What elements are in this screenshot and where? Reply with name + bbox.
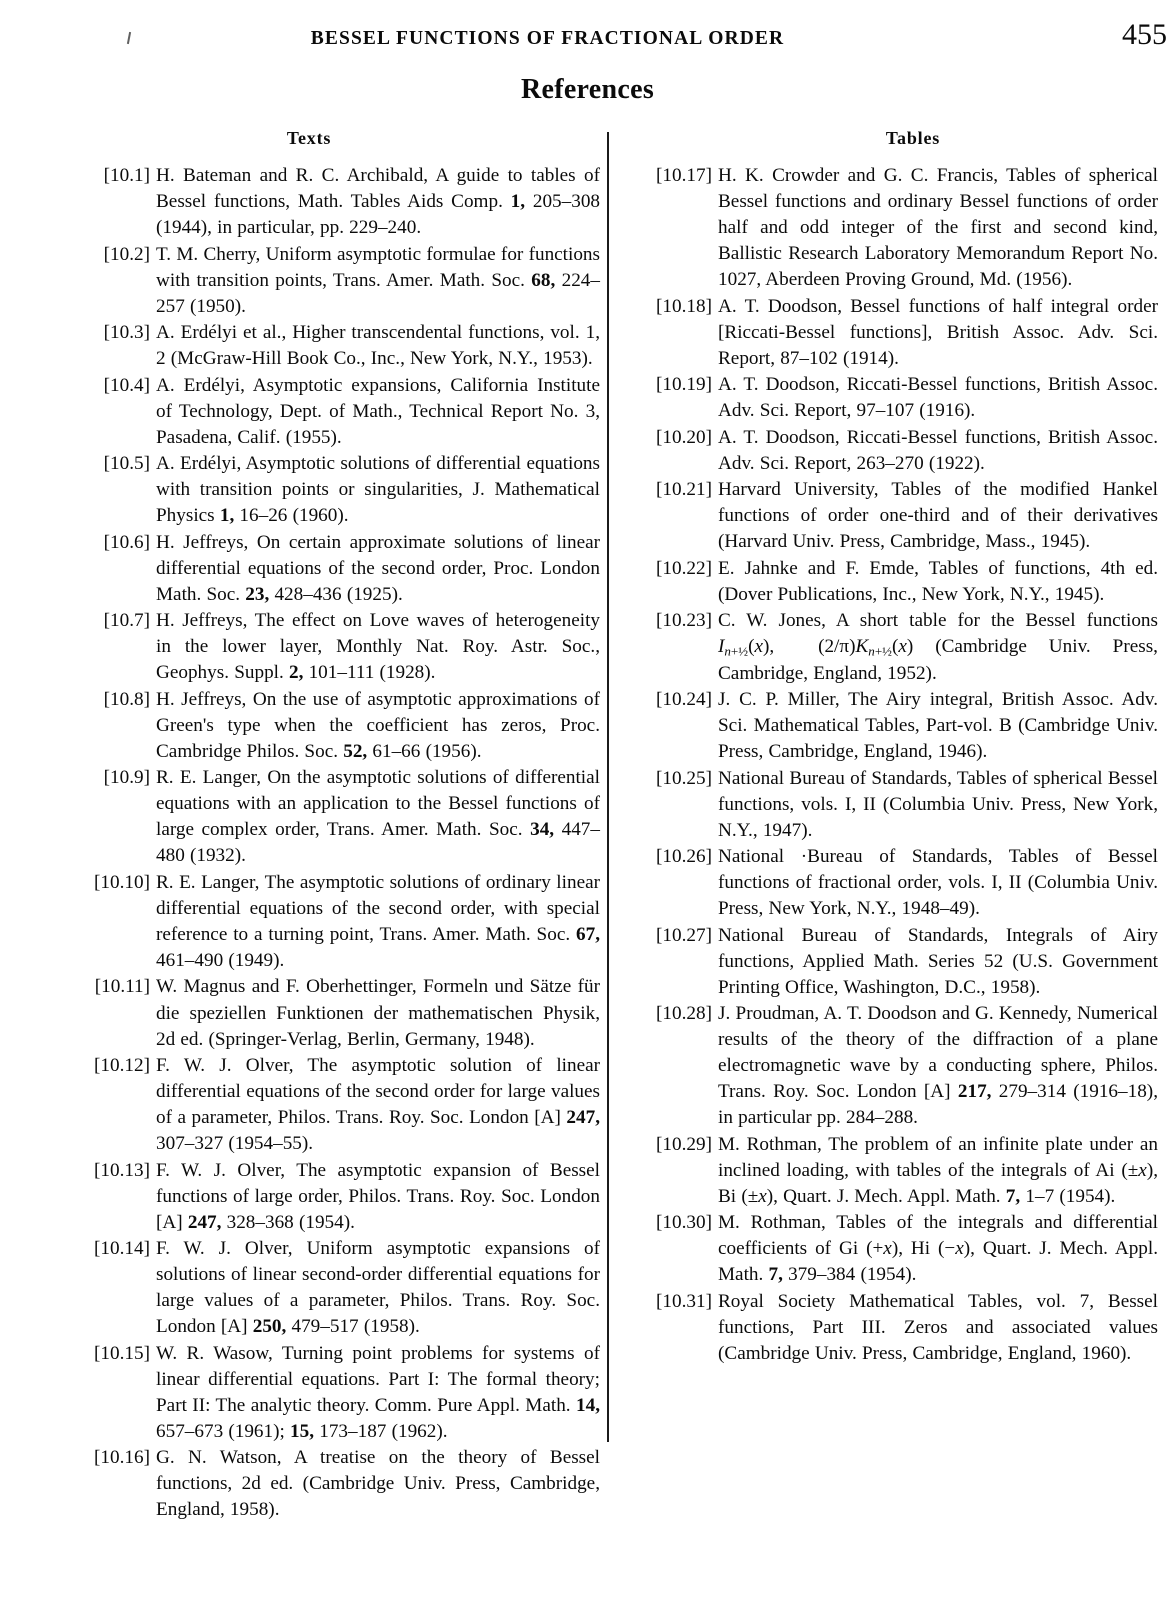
reference-text: H. K. Crowder and G. C. Francis, Tables of spherical Bessel functions and ordinary Bessel functions of order half and odd integer of the first and second kind, Ballistic Research Laboratory Memorandum Report No. 1027, Aberdeen Proving Ground, Md. (1956). [718,165,1158,291]
reference-number: [10.22] [656,557,712,579]
reference-text: W. R. Wasow, Turning point problems for systems of linear differential equations. Part I: The formal theory; Part II: The analytic theory. Comm. Pure Appl. Math. 14, 657–673 (1961); 15, 173–187 (1962). [156,1342,600,1442]
reference-columns [0,128,1175,1521]
reference-text: A. T. Doodson, Riccati-Bessel functions, British Assoc. Adv. Sci. Report, 263–270 (1922). [718,426,1158,474]
reference-entry [628,425,1158,477]
reference-number: [10.5] [103,453,150,475]
reference-entry [628,1210,1158,1288]
reference-entry [78,687,600,765]
reference-text: A. Erdélyi, Asymptotic expansions, California Institute of Technology, Dept. of Math., Technical Report No. 3, Pasadena, Calif. (1955). [156,374,600,448]
reference-text: R. E. Langer, The asymptotic solutions of ordinary linear differential equations of the second order, with special reference to a turning point, Trans. Amer. Math. Soc. 67, 461–490 (1949). [156,871,600,971]
reference-entry [78,530,600,608]
reference-number: [10.30] [656,1212,712,1234]
reference-entry [628,608,1158,686]
reference-text: M. Rothman, The problem of an infinite plate under an inclined loading, with tables of the integrals of Ai (±x), Bi (±x), Quart. J. Mech. Appl. Math. 7, 1–7 (1954). [718,1133,1158,1207]
reference-number: [10.10] [94,871,150,893]
reference-number: [10.26] [656,846,712,868]
reference-text: National Bureau of Standards, Integrals of Airy functions, Applied Math. Series 52 (U.S. Government Printing Office, Washington, D.C., 1958). [718,924,1158,998]
reference-number: [10.9] [103,767,150,789]
reference-text: Harvard University, Tables of the modified Hankel functions of order one-third and of their derivatives (Harvard Univ. Press, Cambridge, Mass., 1945). [718,479,1158,553]
reference-number: [10.18] [656,295,712,317]
tables-column-heading: Tables [885,128,941,148]
reference-number: [10.23] [656,610,712,632]
reference-number: [10.28] [656,1003,712,1025]
reference-entry [628,477,1158,555]
reference-number: [10.4] [103,374,150,396]
reference-number: [10.25] [656,767,712,789]
tables-reference-list [628,163,1158,1367]
reference-number: [10.20] [656,426,712,448]
reference-entry [628,844,1158,922]
column-divider-rule [607,132,609,1442]
reference-entry [78,163,600,241]
reference-entry [78,765,600,869]
reference-entry [78,320,600,372]
reference-text: A. Erdélyi et al., Higher transcendental functions, vol. 1, 2 (McGraw-Hill Book Co., Inc., New York, N.Y., 1953). [156,322,600,370]
reference-text: F. W. J. Olver, Uniform asymptotic expansions of solutions of linear second-order differential equations for large values of a parameter, Philos. Trans. Roy. Soc. London [A] 250, 479–517 (1958). [156,1238,600,1338]
reference-entry [628,294,1158,372]
reference-entry [628,372,1158,424]
reference-number: [10.17] [656,165,712,186]
running-title: BESSEL FUNCTIONS OF FRACTIONAL ORDER [310,28,785,49]
reference-entry [78,1341,600,1445]
reference-text: F. W. J. Olver, The asymptotic solution of linear differential equations of the second order for large values of a parameter, Philos. Trans. Roy. Soc. London [A] 247, 307–327 (1954–55). [156,1055,600,1155]
reference-text: H. Jeffreys, On certain approximate solutions of linear differential equations of the second order, Proc. London Math. Soc. 23, 428–436 (1925). [156,531,600,605]
reference-entry [78,1445,600,1523]
reference-number: [10.31] [656,1290,712,1312]
reference-number: [10.13] [94,1159,150,1181]
texts-column [78,128,600,1524]
page-title: References [520,74,655,105]
reference-number: [10.21] [656,479,712,501]
reference-text: W. Magnus and F. Oberhettinger, Formeln und Sätze für die speziellen Funktionen der mathematischen Physik, 2d ed. (Springer-Verlag, Berlin, Germany, 1948). [156,976,600,1050]
reference-entry [78,1053,600,1157]
reference-number: [10.12] [94,1055,150,1077]
reference-entry [78,608,600,686]
reference-number: [10.7] [103,610,150,632]
reference-entry [628,556,1158,608]
reference-text: H. Bateman and R. C. Archibald, A guide to tables of Bessel functions, Math. Tables Aids Comp. 1, 205–308 (1944), in particular, pp. 229–240. [156,165,601,239]
reference-number: [10.14] [94,1238,150,1260]
reference-number: [10.11] [94,976,150,998]
reference-text: National ·Bureau of Standards, Tables of Bessel functions of fractional order, vols. I, II (Columbia Univ. Press, New York, N.Y., 1948–49). [718,846,1158,920]
reference-entry [628,1001,1158,1131]
reference-entry [78,1158,600,1236]
texts-reference-list [78,163,600,1523]
reference-number: [10.19] [656,374,712,396]
reference-number: [10.2] [103,243,150,265]
reference-text: National Bureau of Standards, Tables of spherical Bessel functions, vols. I, II (Columbia Univ. Press, New York, N.Y., 1947). [718,767,1158,841]
reference-text: M. Rothman, Tables of the integrals and differential coefficients of Gi (+x), Hi (−x), Quart. J. Mech. Appl. Math. 7, 379–384 (1954). [718,1212,1159,1286]
reference-text: Royal Society Mathematical Tables, vol. 7, Bessel functions, Part III. Zeros and associated values (Cambridge Univ. Press, Cambridge, England, 1960). [718,1290,1158,1365]
reference-text: G. N. Watson, A treatise on the theory of Bessel functions, 2d ed. (Cambridge Univ. Press, Cambridge, England, 1958). [156,1447,600,1521]
reference-text: J. Proudman, A. T. Doodson and G. Kennedy, Numerical results of the theory of the diffraction of a plane electromagnetic wave by a conducting sphere, Philos. Trans. Roy. Soc. London [A] 217, 279–314 (1916–18), in particular pp. 284–288. [718,1003,1158,1129]
reference-text: C. W. Jones, A short table for the Bessel functions $I_{n+\frac{1}{2}}(x)$, $(2/\pi)K_{n+\frac{1}{2}}(x)$ (Cambridge Univ. Press, Cambridge, England, 1952). [718,610,1158,684]
reference-number: [10.8] [103,688,150,710]
reference-entry [78,870,600,974]
reference-entry [78,242,600,320]
reference-entry [628,1132,1158,1210]
reference-entry [628,923,1158,1001]
reference-entry [78,451,600,529]
reference-text: R. E. Langer, On the asymptotic solutions of differential equations with an application to the Bessel functions of large complex order, Trans. Amer. Math. Soc. 34, 447–480 (1932). [156,767,600,867]
page-number: 455 [1122,18,1167,51]
reference-entry [628,163,1158,293]
reference-text: J. C. P. Miller, The Airy integral, British Assoc. Adv. Sci. Mathematical Tables, Part-vol. B (Cambridge Univ. Press, Cambridge, England, 1946). [718,689,1158,763]
reference-number: [10.16] [94,1447,150,1469]
reference-text: A. Erdélyi, Asymptotic solutions of differential equations with transition points or singularities, J. Mathematical Physics 1, 16–26 (1960). [156,453,600,527]
reference-number: [10.1] [103,165,150,186]
reference-number: [10.27] [656,924,712,946]
reference-text: H. Jeffreys, On the use of asymptotic approximations of Green's type when the coefficient has zeros, Proc. Cambridge Philos. Soc. 52, 61–66 (1956). [156,688,600,762]
reference-entry [78,1236,600,1340]
tables-column [628,128,1158,1368]
reference-entry [628,687,1158,765]
reference-text: A. T. Doodson, Riccati-Bessel functions, British Assoc. Adv. Sci. Report, 97–107 (1916). [718,374,1158,422]
reference-text: F. W. J. Olver, The asymptotic expansion of Bessel functions of large order, Philos. Trans. Roy. Soc. London [A] 247, 328–368 (1954). [156,1159,600,1233]
reference-entry [78,974,600,1052]
running-head [0,18,1175,62]
reference-number: [10.3] [103,322,150,344]
reference-number: [10.29] [656,1133,712,1155]
reference-text: T. M. Cherry, Uniform asymptotic formulae for functions with transition points, Trans. Amer. Math. Soc. 68, 224–257 (1950). [156,243,600,317]
texts-column-heading: Texts [286,128,332,148]
reference-text: A. T. Doodson, Bessel functions of half integral order [Riccati-Bessel functions], British Assoc. Adv. Sci. Report, 87–102 (1914). [718,295,1158,369]
reference-entry [628,1289,1158,1367]
reference-text: H. Jeffreys, The effect on Love waves of heterogeneity in the lower layer, Monthly Nat. Roy. Astr. Soc., Geophys. Suppl. 2, 101–111 (1928). [156,610,600,684]
reference-entry [628,766,1158,844]
reference-text: E. Jahnke and F. Emde, Tables of functions, 4th ed. (Dover Publications, Inc., New York, N.Y., 1945). [718,557,1158,605]
reference-number: [10.6] [103,531,150,553]
reference-number: [10.15] [94,1342,150,1364]
reference-number: [10.24] [656,689,712,711]
reference-entry [78,373,600,451]
